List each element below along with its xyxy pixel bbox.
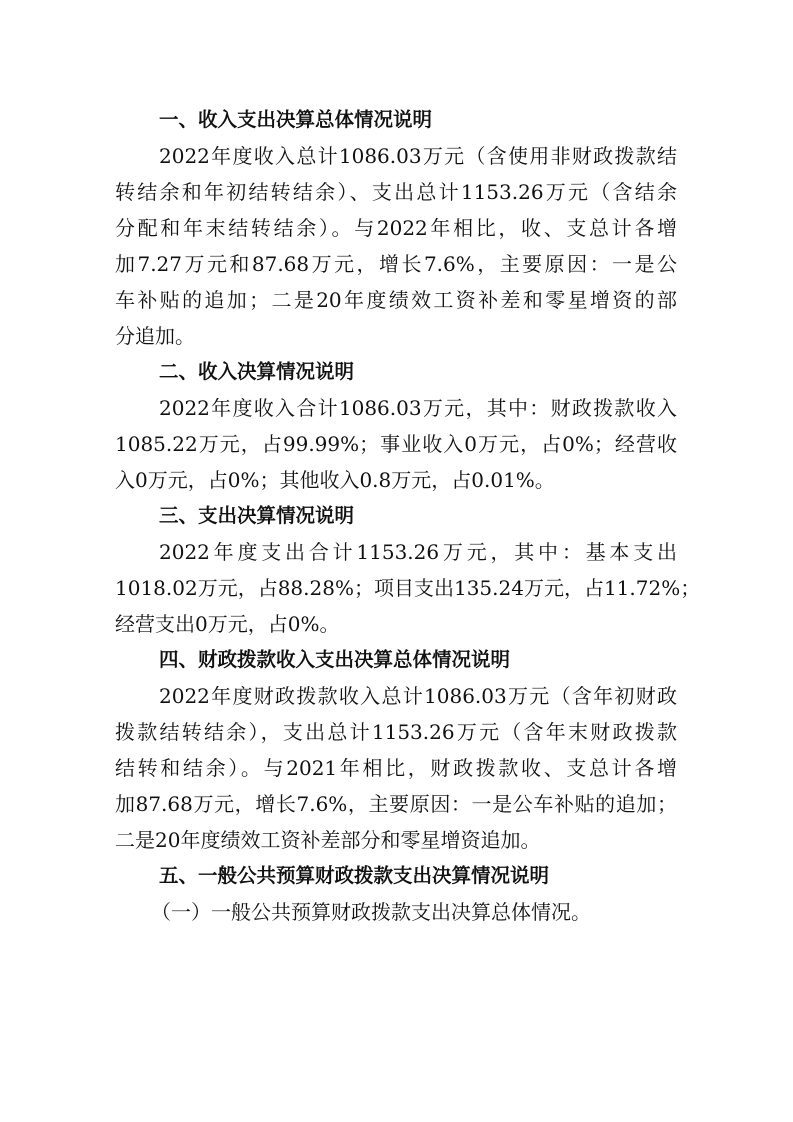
- paragraph-line: 分配和年末结转结余）。与2022年相比，收、支总计各增: [115, 216, 677, 240]
- section-heading: 五、一般公共预算财政拨款支出决算情况说明: [159, 864, 550, 887]
- paragraph-line: 分追加。: [115, 324, 195, 348]
- paragraph-line: 加7.27万元和87.68万元，增长7.6%，主要原因：一是公: [115, 252, 677, 276]
- paragraph-line: 2022年度收入合计1086.03万元，其中：财政拨款收入: [159, 396, 677, 420]
- paragraph-line: 加87.68万元，增长7.6%，主要原因：一是公车补贴的追加；: [115, 792, 677, 816]
- paragraph-line: 2022年度财政拨款收入总计1086.03万元（含年初财政: [159, 684, 677, 708]
- paragraph-line: 2022年度收入总计1086.03万元（含使用非财政拨款结: [159, 144, 677, 168]
- paragraph-line: 转结余和年初结转结余）、支出总计1153.26万元（含结余: [115, 180, 677, 204]
- paragraph-line: 2022年度支出合计1153.26万元，其中：基本支出: [159, 540, 677, 564]
- section-heading: 四、财政拨款收入支出决算总体情况说明: [159, 648, 511, 671]
- paragraph-line: 经营支出0万元，占0%。: [115, 612, 340, 636]
- section-heading: 二、收入决算情况说明: [159, 360, 355, 383]
- document-page: [115, 102, 701, 930]
- paragraph-line: 二是20年度绩效工资补差部分和零星增资追加。: [115, 828, 541, 852]
- paragraph-line: 结转和结余）。与2021年相比，财政拨款收、支总计各增: [115, 756, 677, 780]
- subsection-heading: （一）一般公共预算财政拨款支出决算总体情况。: [151, 900, 591, 924]
- paragraph-line: 车补贴的追加；二是20年度绩效工资补差和零星增资的部: [115, 288, 677, 312]
- paragraph-line: 入0万元，占0%；其他收入0.8万元，占0.01%。: [115, 468, 555, 492]
- paragraph-line: 1085.22万元，占99.99%；事业收入0万元，占0%；经营收: [115, 432, 677, 456]
- paragraph-line: 拨款结转结余），支出总计1153.26万元（含年末财政拨款: [115, 720, 677, 744]
- section-heading: 三、支出决算情况说明: [159, 504, 355, 527]
- section-heading: 一、收入支出决算总体情况说明: [159, 108, 433, 131]
- paragraph-line: 1018.02万元，占88.28%；项目支出135.24万元，占11.72%；: [115, 576, 701, 600]
